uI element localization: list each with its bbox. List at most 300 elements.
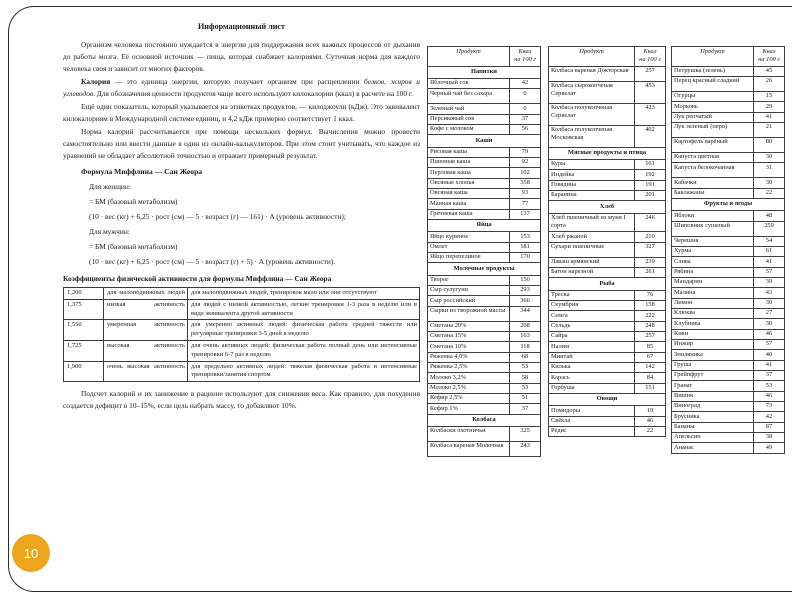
table-row	[549, 300, 666, 310]
product-kcal: 192	[635, 170, 666, 180]
table-row	[549, 103, 666, 125]
coefficient-description: для малоподвижных людей, тренировок мало или они отсутствуют	[188, 288, 420, 300]
header-kcal-line2: на 100 г	[514, 56, 536, 64]
section-label: Напитки	[428, 66, 541, 78]
paragraph-intro: Организм человека постоянно нуждается в энергии для поддержания всех важных процессов от дыхания до работы мозга. Её основной источник — пища, которая снабжает калориями. Суточная норма для каждого человека своя и зависит от многих факторов.	[63, 40, 420, 74]
table-row	[428, 393, 541, 403]
product-kcal: 77	[510, 199, 541, 209]
product-name: Сельдь	[549, 321, 635, 331]
paragraph-kilojoule: Ещё один показатель, который указывается на этикетках продуктов, — килоджоули (кДж). Это эквивалент килокалориям в Международной системе единиц, и 4,2 кДж примерно соответствует 1 ккал.	[63, 102, 420, 124]
table-row	[549, 373, 666, 383]
coefficient-value: 1,550	[64, 320, 104, 341]
section-label: Колбаса	[428, 414, 541, 426]
product-name: Свёкла	[549, 416, 635, 426]
product-kcal: 53	[754, 381, 785, 391]
product-name: Сыр российский	[428, 296, 510, 306]
product-kcal: 327	[635, 242, 666, 257]
product-kcal: 15	[754, 91, 785, 101]
product-name: Редис	[549, 426, 635, 436]
product-kcal: 48	[754, 211, 785, 221]
product-name: Петрушка (зелень)	[672, 66, 754, 76]
product-name: Колбаса вареная Молочная	[428, 441, 510, 456]
table-header-row	[672, 47, 785, 67]
table-row	[428, 404, 541, 414]
table-row	[549, 159, 666, 169]
food-table-1-body	[428, 66, 541, 456]
product-kcal: 80	[754, 137, 785, 152]
header-product: Продукт	[549, 47, 635, 67]
coefficient-level: очень высокая активность	[104, 361, 188, 382]
table-header-row	[549, 47, 666, 67]
product-kcal: 30	[754, 152, 785, 162]
coefficient-level: для малоподвижных людей	[104, 288, 188, 300]
table-row	[549, 416, 666, 426]
calorie-text-2: . Для обозначения ценности продуктов чаще всего используют килокалории (ккал) в расчете на 100 г.	[93, 89, 413, 99]
table-row	[672, 211, 785, 221]
product-name: Батон нарезной	[549, 267, 635, 277]
table-row	[672, 298, 785, 308]
table-row	[428, 441, 541, 456]
product-name: Кабачки	[672, 178, 754, 188]
formula-women-expression: (10 · вес (кг) + 6,25 · рост (см) — 5 · возраст (г) — 161) · A (уровень активности);	[89, 212, 346, 222]
product-name: Колбаса полукопченая Московская	[549, 125, 635, 147]
table-row	[428, 232, 541, 242]
table-row	[549, 383, 666, 393]
table-row	[672, 122, 785, 137]
product-name: Лаваш армянский	[549, 257, 635, 267]
formula-women-bm: = БМ (базовый метаболизм)	[89, 197, 178, 207]
product-kcal: 38	[754, 432, 785, 442]
section-label: Хлеб	[549, 201, 666, 213]
product-name: Колбаса полукопченая Сервелат	[549, 103, 635, 125]
coefficient-level: высокая активность	[104, 340, 188, 361]
product-kcal: 76	[635, 290, 666, 300]
product-name: Кефир 1%	[428, 404, 510, 414]
table-row	[672, 257, 785, 267]
page-title: Информационный лист	[198, 22, 285, 31]
table-row	[64, 299, 420, 320]
food-table-1-head	[428, 47, 541, 67]
product-kcal: 46	[754, 329, 785, 339]
product-kcal: 54	[754, 236, 785, 246]
table-section-row	[672, 198, 785, 210]
table-row	[549, 257, 666, 267]
table-row	[672, 163, 785, 178]
table-row	[428, 104, 541, 114]
product-name: Грейпфрут	[672, 370, 754, 380]
article-body	[63, 20, 420, 413]
food-table-column-3	[671, 46, 785, 454]
food-table-2-body	[549, 66, 666, 437]
product-kcal: 37	[510, 114, 541, 124]
coefficient-value: 1,900	[64, 361, 104, 382]
product-kcal: 37	[510, 404, 541, 414]
product-kcal: 102	[510, 168, 541, 178]
product-kcal: 31	[754, 163, 785, 178]
product-kcal: 142	[635, 362, 666, 372]
product-kcal: 93	[510, 188, 541, 198]
table-row	[428, 147, 541, 157]
coefficient-value: 1,725	[64, 340, 104, 361]
product-kcal: 210	[635, 232, 666, 242]
product-name: Кофе с молоком	[428, 124, 510, 134]
paragraph-norm: Норма калорий рассчитывается при помощи нескольких формул. Вычисления можно провести самостоятельно или ввести данные в один из онлайн-калькуляторов. При этом стоит учитывать, что каждое из уравнений не обладает абсолютной точностью и отражает примерный результат.	[63, 127, 420, 160]
product-name: Минтай	[549, 352, 635, 362]
section-label: Молочные продукты	[428, 263, 541, 275]
product-name: Рисовая каша	[428, 147, 510, 157]
product-kcal: 53	[510, 362, 541, 372]
product-kcal: 151	[635, 383, 666, 393]
product-name: Земляника	[672, 350, 754, 360]
product-name: Клюква	[672, 308, 754, 318]
product-kcal: 325	[510, 426, 541, 441]
product-kcal: 344	[510, 306, 541, 321]
table-section-row	[428, 263, 541, 275]
table-row	[428, 352, 541, 362]
table-row	[428, 285, 541, 295]
product-name: Молоко 2,5%	[428, 383, 510, 393]
table-row	[672, 412, 785, 422]
table-row	[672, 102, 785, 112]
product-name: Апельсин	[672, 432, 754, 442]
product-name: Яйцо перепелиное	[428, 252, 510, 262]
product-name: Перловая каша	[428, 168, 510, 178]
table-row	[428, 242, 541, 252]
product-kcal: 261	[635, 267, 666, 277]
table-row	[549, 81, 666, 103]
header-kcal-line1: Ккал	[518, 48, 532, 55]
header-kcal-line1: Ккал	[643, 48, 657, 55]
product-name: Капуста белокочанная	[672, 163, 754, 178]
table-row	[428, 275, 541, 285]
table-section-row	[549, 147, 666, 159]
coefficient-description: для предельно активных людей: тяжелая физическая работа и интенсивные тренировки/занятия спортом	[188, 361, 420, 382]
product-kcal: 41	[754, 112, 785, 122]
table-section-row	[428, 219, 541, 231]
table-row	[64, 320, 420, 341]
product-name: Молоко 3,2%	[428, 373, 510, 383]
product-name: Вишня	[672, 391, 754, 401]
product-name: Гречневая каша	[428, 209, 510, 219]
formula-men-bm: = БМ (базовый метаболизм)	[89, 242, 178, 252]
product-kcal: 85	[635, 342, 666, 352]
table-row	[428, 199, 541, 209]
product-name: Пшенная каша	[428, 157, 510, 167]
formula-men-label: Для мужчин:	[89, 227, 130, 237]
header-kcal	[635, 47, 666, 67]
product-kcal: 30	[754, 178, 785, 188]
table-row	[672, 288, 785, 298]
product-kcal: 26	[754, 76, 785, 91]
table-row	[549, 213, 666, 232]
product-name: Налим	[549, 342, 635, 352]
table-row	[672, 76, 785, 91]
product-name: Зеленый чай	[428, 104, 510, 114]
table-row	[672, 178, 785, 188]
table-row	[672, 432, 785, 442]
product-kcal: 0	[510, 104, 541, 114]
product-kcal: 358	[510, 178, 541, 188]
calorie-text-1: — это единица энергии, которую получает организм при расщеплении	[110, 77, 364, 87]
product-kcal: 243	[510, 441, 541, 456]
product-name: Кефир 2,5%	[428, 393, 510, 403]
product-kcal: 22	[754, 188, 785, 198]
product-name: Слива	[672, 257, 754, 267]
coefficient-description: для умеренно активных людей: физическая работа средней тяжести или регулярные тренировки 3-5 дней в неделю	[188, 320, 420, 341]
product-name: Лук зеленый (перо)	[672, 122, 754, 137]
header-kcal	[754, 47, 785, 67]
table-row	[428, 342, 541, 352]
product-name: Сметана 15%	[428, 331, 510, 341]
section-label: Яйца	[428, 219, 541, 231]
product-kcal: 51	[510, 393, 541, 403]
product-name: Сметана 10%	[428, 342, 510, 352]
product-kcal: 57	[754, 267, 785, 277]
product-kcal: 27	[754, 308, 785, 318]
product-name: Клубника	[672, 319, 754, 329]
product-kcal: 246	[635, 213, 666, 232]
product-kcal: 423	[635, 103, 666, 125]
coefficient-value: 1,200	[64, 288, 104, 300]
product-name: Перец красный сладкий	[672, 76, 754, 91]
product-name: Малина	[672, 288, 754, 298]
coefficient-table-caption: Коэффициенты физической активности для формулы Миффлина — Сан Жеора	[63, 274, 332, 284]
table-row	[428, 124, 541, 134]
product-name: Сыр сулугуни	[428, 285, 510, 295]
product-name: Баклажаны	[672, 188, 754, 198]
header-product: Продукт	[428, 47, 510, 67]
table-row	[672, 91, 785, 101]
table-row	[672, 137, 785, 152]
section-label: Мясные продукты и птица	[549, 147, 666, 159]
product-name: Сметана 20%	[428, 321, 510, 331]
product-name: Хлеб ржаной	[549, 232, 635, 242]
coefficient-level: умеренная активность	[104, 320, 188, 341]
table-row	[549, 125, 666, 147]
table-row	[549, 290, 666, 300]
product-kcal: 30	[754, 298, 785, 308]
product-name: Яблоки	[672, 211, 754, 221]
table-row	[428, 178, 541, 188]
product-kcal: 68	[510, 352, 541, 362]
product-kcal: 45	[754, 66, 785, 76]
table-row	[672, 188, 785, 198]
product-kcal: 41	[754, 360, 785, 370]
table-row	[428, 383, 541, 393]
product-name: Семга	[549, 311, 635, 321]
product-kcal: 41	[754, 257, 785, 267]
table-section-row	[549, 278, 666, 290]
product-name: Груша	[672, 360, 754, 370]
product-name: Сухари пшеничные	[549, 242, 635, 257]
product-kcal: 248	[635, 321, 666, 331]
table-row	[428, 252, 541, 262]
product-kcal: 79	[510, 147, 541, 157]
header-kcal	[510, 47, 541, 67]
section-label: Фрукты и ягоды	[672, 198, 785, 210]
product-kcal: 259	[754, 221, 785, 236]
product-name: Индейка	[549, 170, 635, 180]
product-name: Черный чай без сахара	[428, 89, 510, 104]
table-section-row	[428, 414, 541, 426]
coefficient-value: 1,375	[64, 299, 104, 320]
product-kcal: 293	[510, 285, 541, 295]
table-row	[549, 362, 666, 372]
table-row	[672, 221, 785, 236]
product-name: Гранат	[672, 381, 754, 391]
table-row	[672, 152, 785, 162]
product-name: Горбуша	[549, 383, 635, 393]
calorie-italic: белков, жиров и углеводов	[63, 77, 420, 99]
product-kcal: 92	[510, 157, 541, 167]
product-kcal: 73	[754, 401, 785, 411]
product-name: Манная каша	[428, 199, 510, 209]
product-kcal: 453	[635, 81, 666, 103]
product-kcal: 67	[635, 352, 666, 362]
product-kcal: 153	[510, 232, 541, 242]
table-row	[64, 288, 420, 300]
product-kcal: 42	[510, 78, 541, 88]
header-kcal-line2: на 100 г	[639, 56, 661, 64]
table-row	[672, 443, 785, 453]
product-kcal: 42	[754, 412, 785, 422]
section-label: Рыба	[549, 278, 666, 290]
table-row	[549, 242, 666, 257]
product-kcal: 39	[754, 277, 785, 287]
product-name: Мандарин	[672, 277, 754, 287]
product-kcal: 181	[510, 242, 541, 252]
table-row	[549, 321, 666, 331]
product-name: Говядина	[549, 180, 635, 190]
product-kcal: 239	[635, 257, 666, 267]
formula-women-label: Для женщин:	[89, 182, 131, 192]
product-kcal: 137	[510, 209, 541, 219]
table-row	[428, 306, 541, 321]
header-product: Продукт	[672, 47, 754, 67]
table-row	[672, 246, 785, 256]
product-kcal: 87	[754, 422, 785, 432]
product-kcal: 257	[635, 66, 666, 81]
table-row	[428, 373, 541, 383]
product-kcal: 46	[754, 391, 785, 401]
product-name: Персиковый сок	[428, 114, 510, 124]
product-kcal: 56	[510, 124, 541, 134]
table-row	[672, 277, 785, 287]
product-name: Килька	[549, 362, 635, 372]
product-kcal: 158	[635, 300, 666, 310]
table-row	[428, 78, 541, 88]
product-name: Колбаски охотничьи	[428, 426, 510, 441]
product-kcal: 43	[754, 288, 785, 298]
product-name: Овсяная каша	[428, 188, 510, 198]
table-row	[549, 190, 666, 200]
product-name: Шиповник сушеный	[672, 221, 754, 236]
formula-men-expression: (10 · вес (кг) + 6,25 · рост (см) — 5 · возраст (г) + 5) · A (уровень активности).	[89, 257, 336, 267]
activity-coefficient-body	[64, 288, 420, 382]
table-row	[428, 321, 541, 331]
product-name: Колбаса сырокопченая Сервелат	[549, 81, 635, 103]
product-name: Творог	[428, 275, 510, 285]
table-row	[428, 362, 541, 372]
product-name: Морковь	[672, 102, 754, 112]
table-row	[672, 329, 785, 339]
product-kcal: 201	[635, 190, 666, 200]
product-name: Ряженка 2,5%	[428, 362, 510, 372]
product-name: Брусника	[672, 412, 754, 422]
section-label: Овощи	[549, 393, 666, 405]
product-name: Хлеб пшеничный из муки I сорта	[549, 213, 635, 232]
food-table-3	[671, 46, 785, 454]
table-row	[672, 381, 785, 391]
table-row	[672, 370, 785, 380]
product-kcal: 30	[754, 319, 785, 329]
product-name: Ряженка 4,0%	[428, 352, 510, 362]
table-row	[428, 331, 541, 341]
table-section-row	[549, 201, 666, 213]
product-kcal: 40	[754, 350, 785, 360]
product-name: Сырки из творожной массы	[428, 306, 510, 321]
product-kcal: 49	[754, 443, 785, 453]
product-name: Сайра	[549, 331, 635, 341]
product-kcal: 222	[635, 311, 666, 321]
product-kcal: 366	[510, 296, 541, 306]
table-row	[428, 168, 541, 178]
paragraph-calorie	[63, 76, 420, 100]
table-row	[672, 66, 785, 76]
table-row	[672, 360, 785, 370]
table-row	[672, 401, 785, 411]
product-kcal: 402	[635, 125, 666, 147]
table-section-row	[549, 393, 666, 405]
table-row	[428, 296, 541, 306]
table-row	[549, 267, 666, 277]
table-row	[428, 114, 541, 124]
table-row	[672, 112, 785, 122]
product-name: Треска	[549, 290, 635, 300]
product-kcal: 156	[510, 275, 541, 285]
product-name: Черешня	[672, 236, 754, 246]
product-name: Хурма	[672, 246, 754, 256]
table-section-row	[428, 66, 541, 78]
table-row	[549, 426, 666, 436]
product-name: Лук репчатый	[672, 112, 754, 122]
product-name: Помидоры	[549, 406, 635, 416]
table-row	[549, 232, 666, 242]
table-row	[672, 267, 785, 277]
table-row	[428, 188, 541, 198]
product-name: Рябина	[672, 267, 754, 277]
product-name: Куры	[549, 159, 635, 169]
product-name: Баранина	[549, 190, 635, 200]
product-kcal: 84	[635, 373, 666, 383]
product-kcal: 191	[635, 180, 666, 190]
product-kcal: 19	[635, 406, 666, 416]
paragraph-closing: Подсчет калорий и их занижение в рационе используют для снижения веса. Как правило, для похудения создается дефицит в 10–15%, если цель набрать массу, то добавляют 10%.	[63, 389, 420, 411]
coefficient-level: низкая активность	[104, 299, 188, 320]
product-kcal: 257	[635, 331, 666, 341]
product-kcal: 0	[510, 89, 541, 104]
coefficient-description: для очень активных людей: физическая работа полный день или интенсивные тренировки 6-7 раз в неделю	[188, 340, 420, 361]
product-name: Яблочный сок	[428, 78, 510, 88]
table-row	[549, 406, 666, 416]
product-kcal: 163	[510, 331, 541, 341]
product-kcal: 58	[510, 373, 541, 383]
product-name: Скумбрия	[549, 300, 635, 310]
table-row	[672, 339, 785, 349]
table-row	[428, 89, 541, 104]
food-table-2	[548, 46, 666, 437]
product-kcal: 57	[754, 339, 785, 349]
